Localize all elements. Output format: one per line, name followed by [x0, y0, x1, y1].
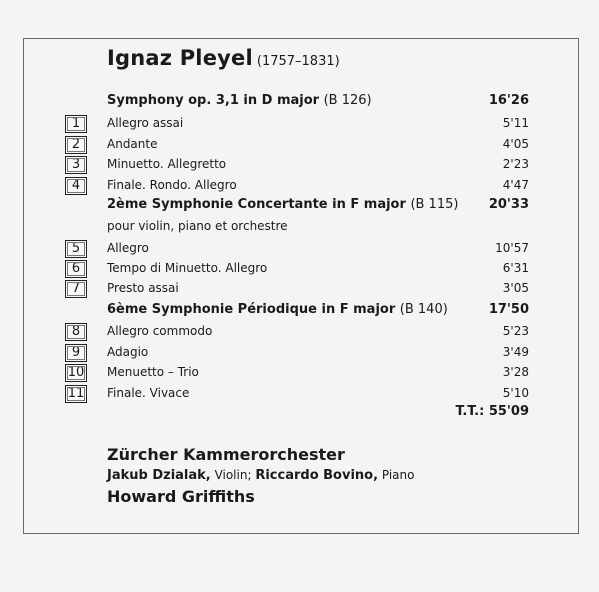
track-duration: 4'47	[502, 178, 529, 192]
work-duration: 20'33	[488, 197, 529, 212]
track-duration: 4'05	[502, 137, 529, 151]
composer-years: (1757–1831)	[256, 54, 340, 69]
track-title: Andante	[107, 137, 158, 151]
track-number[interactable]: 4	[65, 177, 87, 195]
track-duration: 5'11	[502, 116, 529, 130]
track-number[interactable]: 6	[65, 260, 87, 278]
track-duration: 5'23	[502, 324, 529, 338]
track-duration: 5'10	[502, 386, 529, 400]
soloist-role: Violin;	[210, 468, 256, 482]
soloist-name: Jakub Dzialak,	[107, 468, 211, 483]
track-duration: 3'49	[502, 345, 529, 359]
total-time: T.T.: 55'09	[455, 404, 529, 419]
track-title: Menuetto – Trio	[107, 365, 199, 379]
composer-heading	[107, 46, 340, 70]
track-title: Presto assai	[107, 281, 179, 295]
soloist-role: Piano	[378, 468, 415, 482]
track-title: Adagio	[107, 345, 149, 359]
track-duration: 2'23	[502, 157, 529, 171]
work-duration: 17'50	[488, 302, 529, 317]
composer-name: Ignaz Pleyel	[107, 46, 253, 70]
track-duration: 3'28	[502, 365, 529, 379]
work-title: 2ème Symphonie Concertante in F major (B 115)	[107, 197, 459, 212]
track-title: Allegro assai	[107, 116, 184, 130]
track-title: Allegro commodo	[107, 324, 213, 338]
track-duration: 6'31	[502, 261, 529, 275]
track-title: Finale. Vivace	[107, 386, 190, 400]
track-number[interactable]: 8	[65, 323, 87, 341]
conductor-name: Howard Griffiths	[107, 487, 255, 506]
track-title: Minuetto. Allegretto	[107, 157, 227, 171]
track-title: Finale. Rondo. Allegro	[107, 178, 237, 192]
track-duration: 3'05	[502, 281, 529, 295]
track-title: Tempo di Minuetto. Allegro	[107, 261, 268, 275]
work-title: Symphony op. 3,1 in D major (B 126)	[107, 93, 372, 108]
work-title: 6ème Symphonie Périodique in F major (B 140)	[107, 302, 448, 317]
work-catalog: (B 115)	[410, 197, 459, 212]
work-subtitle: pour violin, piano et orchestre	[107, 219, 288, 233]
track-number[interactable]: 1	[65, 115, 87, 133]
track-number[interactable]: 10	[65, 364, 87, 382]
work-duration: 16'26	[488, 93, 529, 108]
track-duration: 10'57	[495, 241, 529, 255]
work-catalog: (B 126)	[323, 93, 372, 108]
track-number[interactable]: 11	[65, 385, 87, 403]
work-catalog: (B 140)	[399, 302, 448, 317]
track-title: Allegro	[107, 241, 149, 255]
track-number[interactable]: 2	[65, 136, 87, 154]
track-number[interactable]: 9	[65, 344, 87, 362]
track-number[interactable]: 5	[65, 240, 87, 258]
soloists-line	[107, 468, 414, 483]
soloist-name: Riccardo Bovino,	[255, 468, 379, 483]
track-number[interactable]: 3	[65, 156, 87, 174]
orchestra-name: Zürcher Kammerorchester	[107, 445, 345, 464]
track-number[interactable]: 7	[65, 280, 87, 298]
